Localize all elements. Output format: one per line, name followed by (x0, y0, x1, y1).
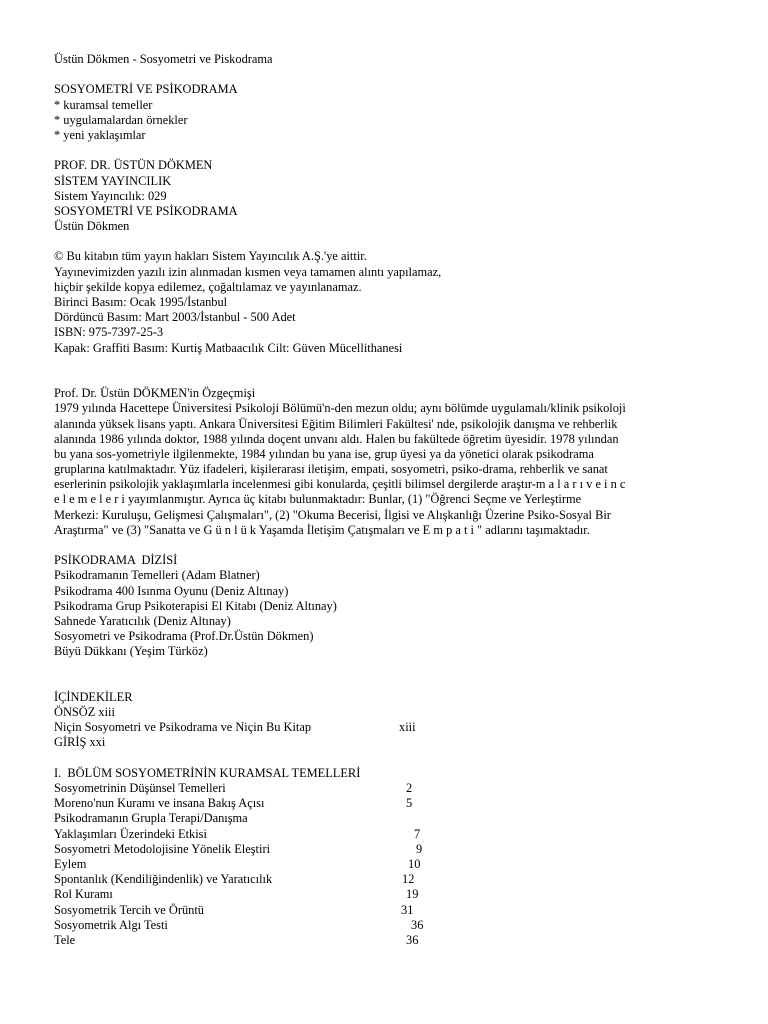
book-bullet: * uygulamalardan örnekler (54, 112, 188, 127)
publisher-series-number: Sistem Yayıncılık: 029 (54, 188, 167, 203)
book-bullet: * kuramsal temeller (54, 97, 153, 112)
bio-line: Merkezi: Kuruluşu, Gelişmesi Çalışmaları", (2) "Okuma Becerisi, İlgisi ve Alışkanlığı Üzerine Psiko-Sosyal Bir (54, 507, 611, 522)
bio-line: e l e m e l e r i yayımlanmıştır. Ayrıca üç kitabı bulunmaktadır: Bunlar, (1) "Öğrenci Seçme ve Yerleştirme (54, 492, 582, 507)
bio-paragraph (54, 401, 714, 538)
toc-entry-page: 36 (406, 932, 419, 947)
book-title-repeat: SOSYOMETRİ VE PSİKODRAMA (54, 203, 238, 218)
toc-entry-label: Sosyometrik Algı Testi (54, 917, 168, 932)
toc-entry (54, 811, 714, 826)
bio-line: alanında 1986 yılında doktor, 1988 yılında doçent unvanı aldı. Halen bu fakültede öğretim üyesidir. 1978 yılından (54, 431, 619, 446)
print-credits: Kapak: Graffiti Basım: Kurtiş Matbaacılık Cilt: Güven Mücellithanesi (54, 340, 403, 355)
author-name: PROF. DR. ÜSTÜN DÖKMEN (54, 158, 213, 173)
series-heading: PSİKODRAMA DİZİSİ (54, 553, 178, 568)
series-item: Psikodrama 400 Isınma Oyunu (Deniz Altınay) (54, 583, 289, 598)
toc-entry-label: Yaklaşımları Üzerindeki Etkisi (54, 826, 207, 841)
toc-entry-page: 19 (406, 887, 419, 902)
toc-entry-label: Sosyometrik Tercih ve Örüntü (54, 902, 204, 917)
copyright-line: © Bu kitabın tüm yayın hakları Sistem Yayıncılık A.Ş.'ye aittir. (54, 249, 367, 264)
isbn: ISBN: 975-7397-25-3 (54, 325, 164, 340)
copyright-line: Yayınevimizden yazılı izin alınmadan kısmen veya tamamen alıntı yapılamaz, (54, 264, 442, 279)
series-item: Psikodrama Grup Psikoterapisi El Kitabı (Deniz Altınay) (54, 598, 337, 613)
bio-line: 1979 yılında Hacettepe Üniversitesi Psikoloji Bölümü'n-den mezun oldu; aynı bölümde uygulamalı/klinik psikoloji (54, 401, 626, 416)
book-title: SOSYOMETRİ VE PSİKODRAMA (54, 82, 238, 97)
toc-entry-label: Tele (54, 932, 76, 947)
series-item: Sosyometri ve Psikodrama (Prof.Dr.Üstün Dökmen) (54, 629, 314, 644)
toc-heading: İÇİNDEKİLER (54, 689, 133, 704)
series-item: Büyü Dükkanı (Yeşim Türköz) (54, 644, 208, 659)
publisher-name: SİSTEM YAYINCILIK (54, 173, 172, 188)
toc-entry-page: xiii (399, 720, 416, 735)
toc-entry-label: Sosyometrinin Düşünsel Temelleri (54, 781, 226, 796)
book-bullet: * yeni yaklaşımlar (54, 127, 146, 142)
toc-entry-page: 9 (416, 841, 423, 856)
copyright-line: hiçbir şekilde kopya edilemez, çoğaltılamaz ve yayınlanamaz. (54, 279, 362, 294)
toc-section-heading: I. BÖLÜM SOSYOMETRİNİN KURAMSAL TEMELLERİ (54, 765, 361, 780)
toc-entry-label: Niçin Sosyometri ve Psikodrama ve Niçin Bu Kitap (54, 720, 312, 735)
series-item: Psikodramanın Temelleri (Adam Blatner) (54, 568, 260, 583)
bio-line: alanında yüksek lisans yaptı. Ankara Üniversitesi Eğitim Bilimleri Fakültesi' nde, psikolojik danışma ve rehberlik (54, 416, 618, 431)
toc-entry-page: 10 (408, 856, 421, 871)
toc-entry-label: Psikodramanın Grupla Terapi/Danışma (54, 811, 248, 826)
bio-line: gruplarına katılmaktadır. Yüz ifadeleri, kişilerarası iletişim, empati, sosyometri, psiko-drama, rehberlik ve sanat (54, 462, 608, 477)
document-header: Üstün Dökmen - Sosyometri ve Piskodrama (54, 52, 273, 66)
toc-onsoz: ÖNSÖZ xiii (54, 705, 115, 720)
toc-entry-label: Sosyometri Metodolojisine Yönelik Eleştiri (54, 841, 271, 856)
toc-entry-label: Spontanlık (Kendiliğindenlik) ve Yaratıcılık (54, 872, 273, 887)
toc-entry (54, 842, 714, 857)
toc-entry (54, 903, 714, 918)
toc-entry (54, 887, 714, 902)
toc-entry (54, 796, 714, 811)
toc-entry (54, 918, 714, 933)
toc-entry-page: 31 (401, 902, 414, 917)
toc-entry-label: Rol Kuramı (54, 887, 113, 902)
toc-entry (54, 872, 714, 887)
toc-entry-page: 5 (406, 796, 413, 811)
series-item: Sahnede Yaratıcılık (Deniz Altınay) (54, 613, 231, 628)
first-edition: Birinci Basım: Ocak 1995/İstanbul (54, 295, 228, 309)
toc-entry-page: 7 (414, 826, 421, 841)
toc-entry-page: 36 (411, 917, 424, 932)
bio-heading: Prof. Dr. Üstün DÖKMEN'in Özgeçmişi (54, 386, 256, 401)
fourth-edition: Dördüncü Basım: Mart 2003/İstanbul - 500 Adet (54, 310, 296, 325)
toc-entry-page: 12 (402, 872, 415, 887)
toc-giris: GİRİŞ xxi (54, 735, 106, 750)
toc-entry (54, 827, 714, 842)
toc-entry-why (54, 720, 714, 735)
bio-line: bu yana sos-yometriyle ilgilenmekte, 1984 yılından bu yana ise, grup üyesi ya da yönetici olarak psikodrama (54, 446, 594, 461)
toc-entry (54, 933, 714, 948)
bio-line: eserlerinin psikolojik yaklaşımlarla incelenmesi gibi konularda, çeşitli bilimsel dergilerde araştır-m a l a r ı v e i n c (54, 477, 626, 492)
author-name-repeat: Üstün Dökmen (54, 219, 130, 234)
toc-entry-page: 2 (406, 781, 413, 796)
toc-entry (54, 857, 714, 872)
document-page (54, 52, 714, 948)
bio-line: Araştırma" ve (3) "Sanatta ve G ü n l ü k Yaşamda İletişim Çatışmaları ve E m p a t i " adlarını taşımaktadır. (54, 522, 590, 537)
toc-entry (54, 781, 714, 796)
toc-entry-label: Moreno'nun Kuramı ve insana Bakış Açısı (54, 796, 265, 811)
toc-entry-label: Eylem (54, 856, 87, 871)
